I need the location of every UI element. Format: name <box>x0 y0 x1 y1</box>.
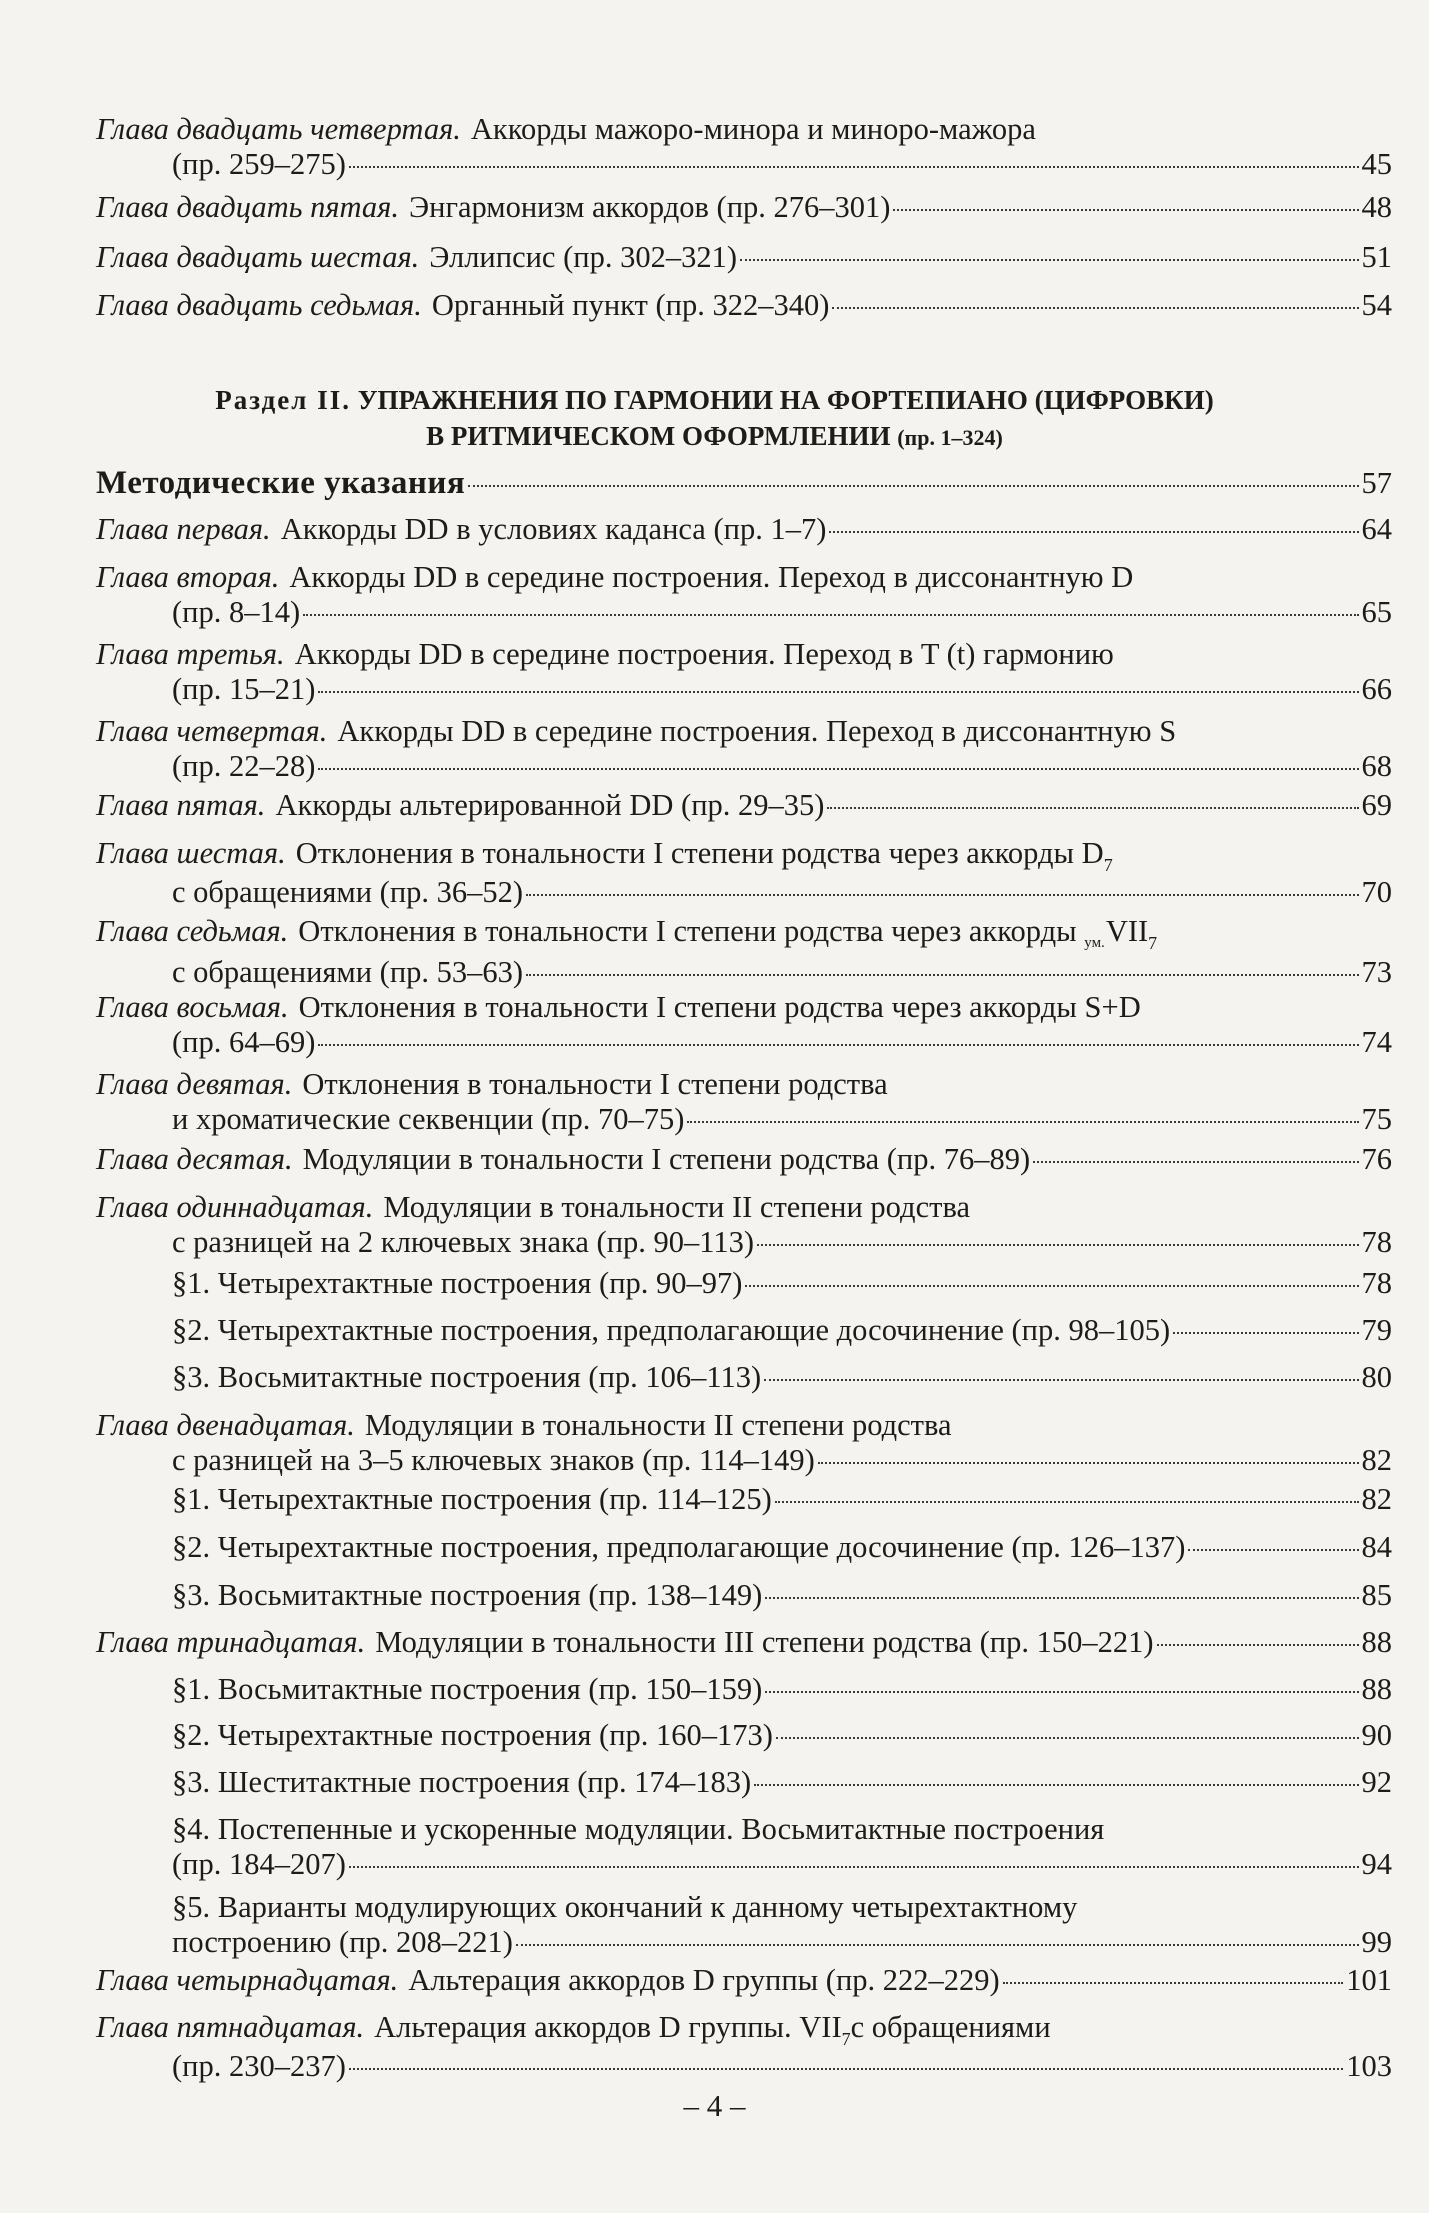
entry-text: Отклонения в тональности I степени родства через аккорды D <box>295 836 1104 870</box>
section-title-line1: УПРАЖНЕНИЯ ПО ГАРМОНИИ НА ФОРТЕПИАНО (ЦИФРОВКИ) <box>357 385 1214 415</box>
chapter-title: Глава четвертая. <box>96 714 328 748</box>
dot-leader <box>829 531 1358 533</box>
dim-prefix: ум. <box>1084 935 1105 951</box>
entry-text-2: VII <box>1105 914 1149 948</box>
paragraph-title: §2. Четырехтактные построения, предполагающие досочинение (пр. 126–137) <box>172 1530 1186 1564</box>
dot-leader <box>754 1784 1358 1786</box>
subscript: 7 <box>1103 855 1113 875</box>
entry-text: Модуляции в тональности I степени родства (пр. 76–89) <box>302 1142 1031 1176</box>
paragraph-title: §1. Четырехтактные построения (пр. 90–97) <box>172 1266 743 1300</box>
entry-range: (пр. 230–237) <box>172 2049 346 2083</box>
toc-entry-ch15 <box>96 2010 1392 2084</box>
section-label: Раздел II. <box>215 385 351 415</box>
page-number: 92 <box>1361 1765 1392 1799</box>
dot-leader <box>818 1462 1359 1464</box>
entry-text: Модуляции в тональности II степени родства <box>364 1408 952 1442</box>
subscript: 7 <box>841 2029 851 2049</box>
entry-text: Модуляции в тональности II степени родства <box>383 1190 970 1224</box>
page-number: 57 <box>1361 466 1392 500</box>
chapter-title: Глава пятнадцатая. <box>96 2010 365 2044</box>
section-title-line2: В РИТМИЧЕСКОМ ОФОРМЛЕНИИ <box>426 421 891 451</box>
page-number: 45 <box>1361 147 1392 181</box>
entry-text: Аккорды альтерированной DD (пр. 29–35) <box>275 788 825 822</box>
chapter-title: Глава двадцать седьмая. <box>96 288 422 322</box>
page-number: 51 <box>1361 240 1392 274</box>
entry-text: Органный пункт (пр. 322–340) <box>431 288 830 322</box>
dot-leader <box>318 768 1358 770</box>
chapter-title: Глава двадцать шестая. <box>96 240 420 274</box>
toc-entry-ch6 <box>96 836 1392 910</box>
dot-leader <box>893 209 1358 211</box>
toc-entry-ch12-p1 <box>96 1482 1392 1517</box>
dot-leader <box>765 1691 1358 1693</box>
chapter-title: Глава одиннадцатая. <box>96 1190 374 1224</box>
toc-entry-ch4 <box>96 714 1392 784</box>
entry-text: Отклонения в тональности I степени родства <box>302 1067 888 1101</box>
paragraph-title: §2. Четырехтактные построения (пр. 160–173) <box>172 1718 773 1752</box>
dot-leader <box>516 1944 1359 1946</box>
page-number: 80 <box>1361 1360 1392 1394</box>
toc-entry-ch2 <box>96 560 1392 630</box>
page-number: 76 <box>1361 1142 1392 1176</box>
toc-entry-ch11 <box>96 1190 1392 1260</box>
entry-range: (пр. 22–28) <box>172 749 316 783</box>
toc-entry-ch12 <box>96 1408 1392 1478</box>
toc-entry-ch11-p3 <box>96 1360 1392 1395</box>
dot-leader <box>318 691 1358 693</box>
entry-range: (пр. 259–275) <box>172 147 346 181</box>
entry-text: Модуляции в тональности III степени родства (пр. 150–221) <box>375 1625 1154 1659</box>
toc-entry-ch13 <box>96 1625 1392 1660</box>
entry-range: (пр. 15–21) <box>172 672 316 706</box>
toc-entry-ch9 <box>96 1067 1392 1137</box>
chapter-title: Глава двенадцатая. <box>96 1408 355 1442</box>
dot-leader <box>349 1866 1359 1868</box>
toc-entry-ch12-p3 <box>96 1578 1392 1613</box>
entry-text: Аккорды DD в середине построения. Переход в диссонантную S <box>337 714 1177 748</box>
paragraph-title: §3. Шеститактные построения (пр. 174–183) <box>172 1765 752 1799</box>
entry-text: Альтерация аккордов D группы. VII <box>374 2010 842 2044</box>
entry-text-2: с обращениями <box>850 2010 1051 2044</box>
paragraph-title: §3. Восьмитактные построения (пр. 138–149) <box>172 1578 763 1612</box>
toc-entry-ch26 <box>96 240 1392 275</box>
page-number: 101 <box>1346 1963 1392 1997</box>
page-footer-number: – 4 – <box>683 2088 746 2123</box>
toc-entry-ch8 <box>96 990 1392 1060</box>
entry-text: Отклонения в тональности I степени родства через аккорды S+D <box>298 990 1141 1024</box>
entry-range: построению (пр. 208–221) <box>172 1925 513 1959</box>
entry-text: Аккорды DD в середине построения. Переход в диссонантную D <box>289 560 1134 594</box>
toc-entry-ch13-p5 <box>96 1890 1392 1960</box>
paragraph-title: §5. Варианты модулирующих окончаний к данному четырехтактному <box>172 1890 1078 1924</box>
methods-title: Методические указания <box>96 465 466 501</box>
paragraph-title: §3. Восьмитактные построения (пр. 106–113) <box>172 1360 762 1394</box>
page-number: 68 <box>1361 749 1392 783</box>
dot-leader <box>1173 1332 1358 1334</box>
dot-leader <box>776 1737 1359 1739</box>
entry-text: Отклонения в тональности I степени родства через аккорды <box>298 914 1077 948</box>
toc-entry-ch13-p2 <box>96 1718 1392 1753</box>
chapter-title: Глава первая. <box>96 512 271 546</box>
paragraph-title: §2. Четырехтактные построения, предполагающие досочинение (пр. 98–105) <box>172 1313 1171 1347</box>
toc-entry-ch10 <box>96 1142 1392 1177</box>
entry-range: с разницей на 2 ключевых знака (пр. 90–113) <box>172 1225 755 1259</box>
dot-leader <box>1003 1982 1344 1984</box>
entry-text: Эллипсис (пр. 302–321) <box>429 240 737 274</box>
dot-leader <box>745 1285 1358 1287</box>
page-number: 85 <box>1361 1578 1392 1612</box>
entry-range: (пр. 8–14) <box>172 595 301 629</box>
entry-text: Альтерация аккордов D группы (пр. 222–229) <box>408 1963 1000 1997</box>
dot-leader <box>349 2068 1343 2070</box>
dot-leader <box>832 307 1358 309</box>
dot-leader <box>526 974 1358 976</box>
page-number: 88 <box>1361 1672 1392 1706</box>
chapter-title: Глава вторая. <box>96 560 280 594</box>
page-number: 79 <box>1361 1313 1392 1347</box>
dot-leader <box>1188 1549 1358 1551</box>
dot-leader <box>740 259 1359 261</box>
page-number: 75 <box>1361 1102 1392 1136</box>
page-number: 73 <box>1361 955 1392 989</box>
chapter-title: Глава шестая. <box>96 836 286 870</box>
dot-leader <box>1157 1644 1359 1646</box>
page-number: 48 <box>1361 190 1392 224</box>
toc-entry-ch1 <box>96 512 1392 547</box>
toc-entry-ch13-p3 <box>96 1765 1392 1800</box>
toc-entry-ch3 <box>96 637 1392 707</box>
chapter-title: Глава седьмая. <box>96 914 289 948</box>
page-number: 103 <box>1346 2049 1392 2083</box>
entry-text: Аккорды DD в середине построения. Переход в T (t) гармонию <box>294 637 1114 671</box>
entry-text: Аккорды DD в условиях каданса (пр. 1–7) <box>280 512 827 546</box>
entry-range: (пр. 184–207) <box>172 1847 346 1881</box>
toc-entry-methods <box>96 466 1392 501</box>
paragraph-title: §1. Восьмитактные построения (пр. 150–159) <box>172 1672 763 1706</box>
entry-range: с разницей на 3–5 ключевых знаков (пр. 114–149) <box>172 1443 815 1477</box>
page-number: 78 <box>1361 1225 1392 1259</box>
page-number: 99 <box>1361 1925 1392 1959</box>
page-number: 90 <box>1361 1718 1392 1752</box>
paragraph-title: §4. Постепенные и ускоренные модуляции. Восьмитактные построения <box>172 1812 1105 1846</box>
page-number: 82 <box>1361 1443 1392 1477</box>
page-number: 65 <box>1361 595 1392 629</box>
dot-leader <box>764 1379 1358 1381</box>
page-number: 66 <box>1361 672 1392 706</box>
entry-range: и хроматические секвенции (пр. 70–75) <box>172 1102 685 1136</box>
toc-entry-ch24 <box>96 112 1392 182</box>
dot-leader <box>318 1044 1358 1046</box>
page-number: 69 <box>1361 788 1392 822</box>
toc-entry-ch11-p2 <box>96 1313 1392 1348</box>
dot-leader <box>1033 1161 1358 1163</box>
dot-leader <box>827 807 1358 809</box>
toc-entry-ch25 <box>96 190 1392 225</box>
dot-leader <box>468 485 1358 487</box>
page-number: 70 <box>1361 875 1392 909</box>
chapter-title: Глава тринадцатая. <box>96 1625 366 1659</box>
section-range: (пр. 1–324) <box>897 425 1003 450</box>
toc-entry-ch11-p1 <box>96 1266 1392 1301</box>
page-number: 74 <box>1361 1025 1392 1059</box>
entry-range: (пр. 64–69) <box>172 1025 316 1059</box>
toc-entry-ch27 <box>96 288 1392 323</box>
section-heading <box>0 382 1429 456</box>
chapter-title: Глава двадцать пятая. <box>96 190 399 224</box>
entry-range: с обращениями (пр. 36–52) <box>172 875 524 909</box>
dot-leader <box>303 614 1358 616</box>
page-number: 78 <box>1361 1266 1392 1300</box>
dot-leader <box>349 166 1359 168</box>
toc-entry-ch12-p2 <box>96 1530 1392 1565</box>
page-number: 88 <box>1361 1625 1392 1659</box>
page-number: 84 <box>1361 1530 1392 1564</box>
toc-entry-ch13-p1 <box>96 1672 1392 1707</box>
chapter-title: Глава девятая. <box>96 1067 293 1101</box>
toc-entry-ch14 <box>96 1963 1392 1998</box>
chapter-title: Глава десятая. <box>96 1142 293 1176</box>
chapter-title: Глава двадцать четвертая. <box>96 112 461 146</box>
page-number: 82 <box>1361 1482 1392 1516</box>
paragraph-title: §1. Четырехтактные построения (пр. 114–125) <box>172 1482 772 1516</box>
chapter-title: Глава восьмая. <box>96 990 289 1024</box>
dot-leader <box>526 894 1358 896</box>
chapter-title: Глава третья. <box>96 637 285 671</box>
dot-leader <box>765 1597 1358 1599</box>
page-number: 94 <box>1361 1847 1392 1881</box>
entry-text: Аккорды мажоро-минора и миноро-мажора <box>470 112 1036 146</box>
entry-text: Энгармонизм аккордов (пр. 276–301) <box>408 190 891 224</box>
dot-leader <box>775 1501 1359 1503</box>
chapter-title: Глава четырнадцатая. <box>96 1963 399 1997</box>
entry-range: с обращениями (пр. 53–63) <box>172 955 524 989</box>
page-number: 64 <box>1361 512 1392 546</box>
toc-entry-ch5 <box>96 788 1392 823</box>
subscript: 7 <box>1148 933 1158 953</box>
toc-entry-ch7 <box>96 914 1392 990</box>
page-number: 54 <box>1361 288 1392 322</box>
dot-leader <box>687 1121 1358 1123</box>
toc-entry-ch13-p4 <box>96 1812 1392 1882</box>
chapter-title: Глава пятая. <box>96 788 266 822</box>
dot-leader <box>757 1244 1358 1246</box>
